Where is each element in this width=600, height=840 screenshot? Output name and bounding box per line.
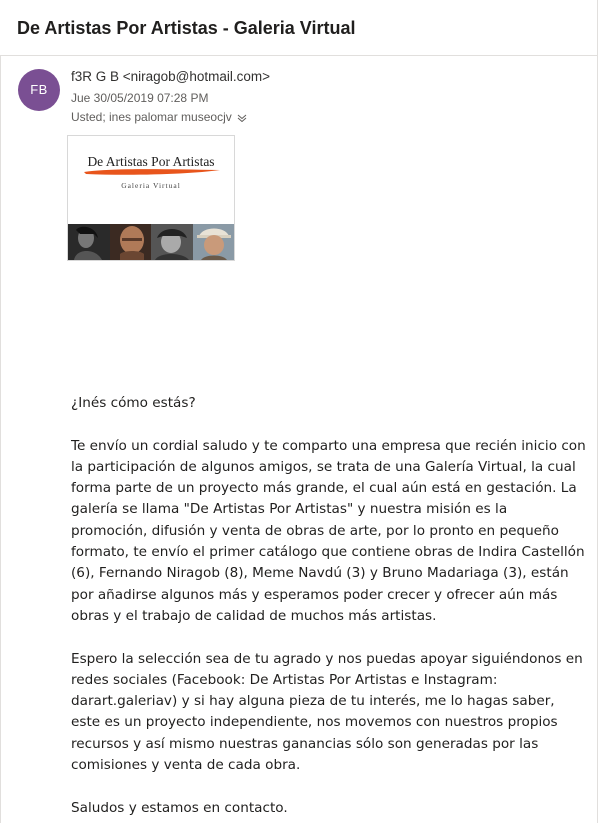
portrait-image (110, 224, 152, 260)
email-body (71, 393, 587, 840)
catalog-subtitle: Galeria Virtual (121, 181, 181, 190)
brush-stroke-icon (82, 166, 222, 178)
email-subject: De Artistas Por Artistas - Galeria Virtual (17, 18, 356, 38)
catalog-title: De Artistas Por Artistas (87, 154, 215, 169)
subject-bar (0, 0, 598, 56)
sender-name[interactable]: f3R G B <niragob@hotmail.com> (71, 69, 271, 84)
body-paragraph: Espero la selección sea de tu agrado y nos puedas apoyar siguiéndonos en redes sociales (Facebook: De Artistas Por Artistas e Instagram: darart.galeriav) y si hay alguna pieza de tu interés, me lo hagas saber, este es un proyecto independiente, nos movemos con nuestros propios recursos y así mismo nuestras ganancias sólo son generadas por las comisiones y venta de cada obra. (71, 650, 583, 774)
recipients-text: Usted; ines palomar museocjv (71, 110, 232, 124)
catalog-image[interactable] (68, 136, 234, 260)
body-paragraph: Te envío un cordial saludo y te comparto una empresa que recién inicio con la participación de algunos amigos, se trata de una Galería Virtual, la cual forma parte de un proyecto más grande, el cual aún está en gestación. La galería se llama "De Artistas Por Artistas" y nuestra misión es la promoción, difusión y venta de obras de arte, por lo pronto en pequeño formato, te envío el primer catálogo que contiene obras de Indira Castellón (6), Fernando Niragob (8), Meme Navdú (3) y Bruno Madariaga (3), están por añadirse algunos más y esperamos poder crecer y ofrecer aún más obras y el trabajo de calidad de muchos más artistas. (71, 437, 586, 624)
sender-avatar[interactable]: FB (18, 69, 60, 111)
body-paragraph: Saludos y estamos en contacto. (71, 799, 288, 816)
portrait-image (193, 224, 235, 260)
recipients-line[interactable] (71, 110, 247, 125)
body-paragraph: ¿Inés cómo estás? (71, 395, 196, 411)
artist-portraits (68, 224, 234, 260)
portrait-image (151, 224, 193, 260)
chevron-down-icon[interactable] (237, 111, 247, 125)
portrait-image (68, 224, 110, 260)
sent-date: Jue 30/05/2019 07:28 PM (71, 91, 209, 105)
